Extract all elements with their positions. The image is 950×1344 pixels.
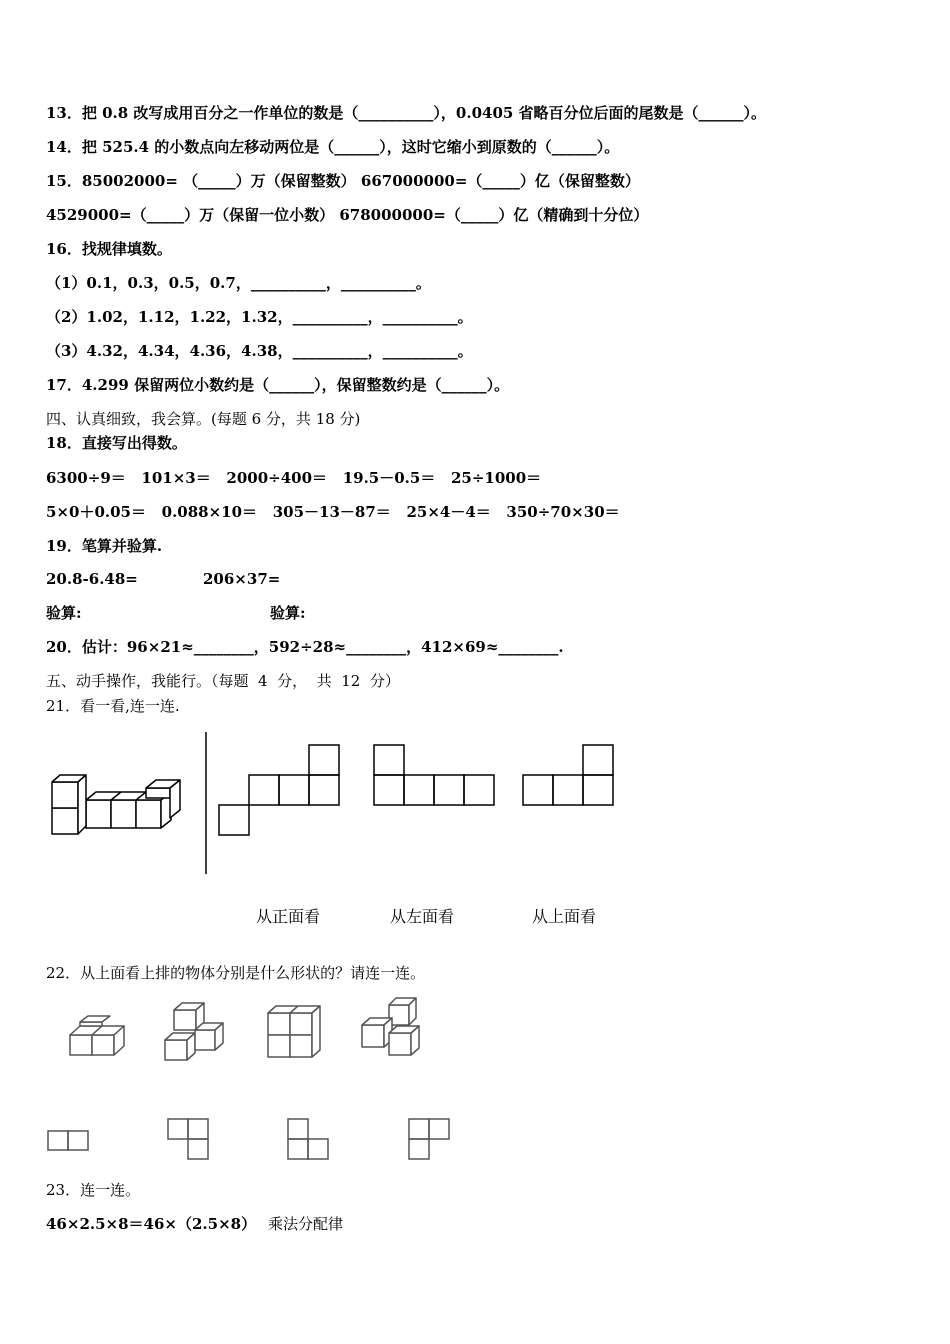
question-17: 17．4.299 保留两位小数约是（______），保留整数约是（______）。 xyxy=(46,376,510,394)
question-19-b: 206×37= xyxy=(203,570,281,588)
question-16: 16．找规律填数。 xyxy=(46,240,172,258)
question-20: 20．估计：96×21≈________，592÷28≈________，412×69≈________. xyxy=(46,638,564,656)
question-13: 13．把 0.8 改写成用百分之一作单位的数是（__________），0.0405 省略百分位后面的尾数是（______）。 xyxy=(46,104,767,122)
q21-cube-figure xyxy=(52,775,180,834)
question-16-part-3: （3）4.32，4.34，4.36，4.38，__________，__________。 xyxy=(46,342,473,360)
q21-view-shape-3 xyxy=(523,745,613,805)
q21-view-shape-2 xyxy=(374,745,494,805)
question-23: 23．连一连。 xyxy=(46,1181,141,1199)
q22-object-1 xyxy=(70,1016,124,1055)
question-19-check-1: 验算: xyxy=(46,604,82,622)
q22-shape-1 xyxy=(48,1131,88,1150)
section-5-heading: 五、动手操作，我能行。（每题 4 分， 共 12 分） xyxy=(46,672,400,690)
q22-shape-4 xyxy=(409,1119,449,1159)
q22-shape-3 xyxy=(288,1119,328,1159)
question-19-check-2: 验算: xyxy=(270,604,306,622)
question-21: 21．看一看,连一连. xyxy=(46,697,180,715)
question-15-line-1: 15．85002000= （_____）万（保留整数） 667000000=（_____）亿（保留整数） xyxy=(46,172,640,190)
section-4-heading: 四、认真细致，我会算。(每题 6 分，共 18 分) xyxy=(46,410,361,428)
q21-view-shape-1 xyxy=(219,745,339,835)
question-19-a: 20.8-6.48= xyxy=(46,570,138,588)
question-16-part-1: （1）0.1，0.3，0.5，0.7，__________，__________。 xyxy=(46,274,431,292)
question-15-line-2: 4529000=（_____）万（保留一位小数） 678000000=（_____）亿（精确到十分位） xyxy=(46,206,649,224)
view-front-label: 从正面看 xyxy=(256,907,321,926)
question-19: 19．笔算并验算. xyxy=(46,537,163,555)
view-left-label: 从左面看 xyxy=(390,907,455,926)
question-16-part-2: （2）1.02，1.12，1.22，1.32，__________，__________。 xyxy=(46,308,473,326)
view-top-label: 从上面看 xyxy=(532,907,597,926)
q22-object-4 xyxy=(362,998,419,1055)
question-14: 14．把 525.4 的小数点向左移动两位是（______），这时它缩小到原数的（______）。 xyxy=(46,138,620,156)
question-18-row-1: 6300÷9＝ 101×3＝ 2000÷400＝ 19.5－0.5＝ 25÷1000＝ xyxy=(46,469,542,487)
q22-object-2 xyxy=(165,1003,223,1060)
question-23-law: 乘法分配律 xyxy=(268,1215,344,1233)
question-18-row-2: 5×0＋0.05＝ 0.088×10＝ 305－13－87＝ 25×4－4＝ 350÷70×30＝ xyxy=(46,503,620,521)
q22-shape-2 xyxy=(168,1119,208,1159)
question-22: 22．从上面看上排的物体分别是什么形状的？请连一连。 xyxy=(46,964,426,982)
q22-object-3 xyxy=(268,1006,320,1057)
question-18: 18．直接写出得数。 xyxy=(46,434,187,452)
question-23-expression: 46×2.5×8＝46×（2.5×8） xyxy=(46,1215,257,1233)
